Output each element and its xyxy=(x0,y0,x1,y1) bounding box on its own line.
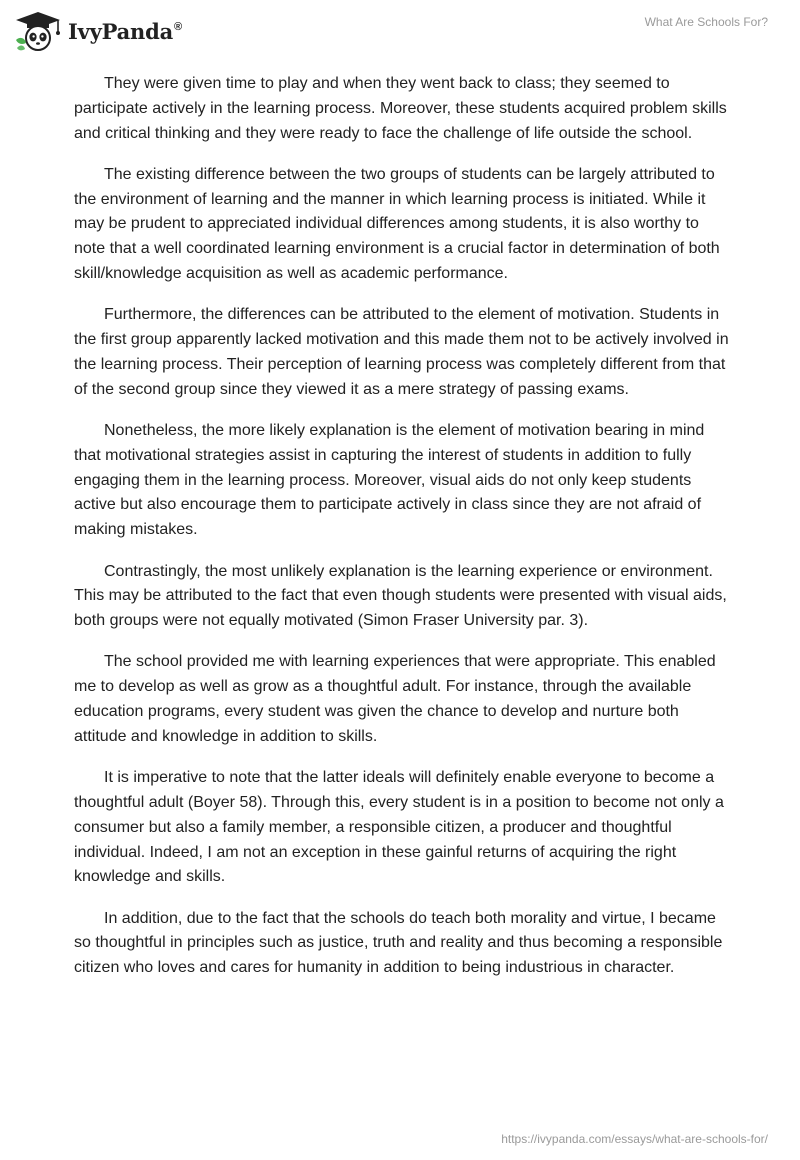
paragraph: Furthermore, the differences can be attributed to the element of motivation. Students in the first group apparently lacked motivation and this made them not to be actively involved in the learning process. Their perception of learning process was completely different from that of the second group since they viewed it as a mere strategy of passing exams. xyxy=(74,306,729,398)
paragraph: They were given time to play and when they went back to class; they seemed to participate actively in the learning process. Moreover, these students acquired problem skills and critical thinking and they were ready to face the challenge of life outside the school. xyxy=(74,75,727,142)
paragraph: The school provided me with learning experiences that were appropriate. This enabled me to develop as well as grow as a thoughtful adult. For instance, through the available education programs, every student was given the chance to develop and nurture both attitude and knowledge in addition to skills. xyxy=(74,653,716,745)
panda-graduation-cap-icon xyxy=(14,10,62,52)
page-header xyxy=(0,0,800,60)
essay-body xyxy=(74,72,730,998)
document-title: What Are Schools For? xyxy=(644,15,768,29)
paragraph: Contrastingly, the most unlikely explanation is the learning experience or environment. This may be attributed to the fact that even though students were presented with visual aids, both groups were not equally motivated (Simon Fraser University par. 3). xyxy=(74,562,727,630)
brand-logo[interactable] xyxy=(14,10,182,52)
brand-name: IvyPanda® xyxy=(68,18,182,44)
registered-mark: ® xyxy=(174,20,182,33)
paragraph: In addition, due to the fact that the schools do teach both morality and virtue, I became so thoughtful in principles such as justice, truth and reality and thus becoming a responsible citizen who loves and cares for humanity in addition to being industrious in character. xyxy=(74,909,723,977)
paragraph: It is imperative to note that the latter ideals will definitely enable everyone to become a thoughtful adult (Boyer 58). Through this, every student is in a position to become not only a consumer but also a family member, a responsible citizen, a producer and thoughtful individual. Indeed, I am not an exception in these gainful returns of acquiring the right knowledge and skills. xyxy=(74,769,724,886)
paragraph: Nonetheless, the more likely explanation is the element of motivation bearing in mind that motivational strategies assist in capturing the interest of students in addition to fully engaging them in the learning process. Moreover, visual aids do not only keep students active but also encourage them to participate actively in class since they are not afraid of making mistakes. xyxy=(74,422,705,539)
source-url[interactable]: https://ivypanda.com/essays/what-are-schools-for/ xyxy=(501,1132,768,1146)
paragraph: The existing difference between the two groups of students can be largely attributed to the environment of learning and the manner in which learning process is initiated. While it may be prudent to appreciated individual differences among students, it is also worthy to note that a well coordinated learning environment is a crucial factor in determination of both skill/knowledge acquisition as well as academic performance. xyxy=(74,165,720,283)
